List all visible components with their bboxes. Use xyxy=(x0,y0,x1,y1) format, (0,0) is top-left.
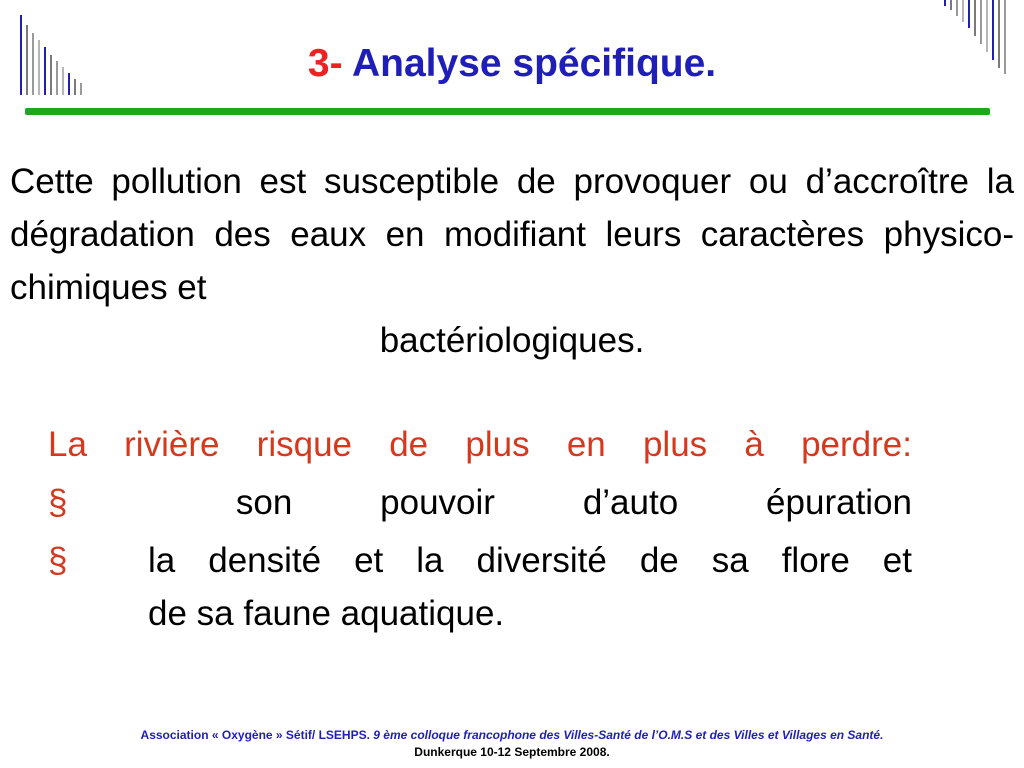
bullet-word: densité xyxy=(208,541,322,580)
bullet-word: la xyxy=(416,541,444,580)
bullet-word: et xyxy=(354,541,384,580)
bullet-word: flore xyxy=(781,541,850,580)
bullet-symbol: § xyxy=(48,541,68,580)
bullet-word: son xyxy=(235,483,293,522)
slide-title xyxy=(0,42,1024,86)
intro-line-last: bactériologiques. xyxy=(379,321,645,360)
intro-line: d’accroître la dégradation des eaux en modifiant xyxy=(10,162,1014,254)
decorative-stripe xyxy=(950,0,952,10)
decorative-stripe xyxy=(944,0,946,6)
bullet-word: et xyxy=(882,541,912,580)
risk-heading-word: de xyxy=(389,425,429,464)
bullet-item xyxy=(48,541,912,581)
risk-heading-word: rivière xyxy=(124,425,220,464)
bullet-symbol: § xyxy=(48,483,68,522)
decorative-stripe xyxy=(968,0,970,28)
decorative-stripe xyxy=(980,0,982,44)
footer xyxy=(0,727,1024,761)
intro-line: Cette pollution est susceptible de provoquer ou xyxy=(10,162,788,201)
decorative-stripe xyxy=(974,0,976,36)
decorative-stripe xyxy=(956,0,958,16)
intro-line: leurs caractères physico-chimiques et xyxy=(10,215,1014,307)
risk-heading-word: en xyxy=(566,425,606,464)
risk-heading-word: à xyxy=(744,425,764,464)
footer-organization: Association « Oxygène » Sétif/ LSEHPS. xyxy=(140,728,370,742)
bullet-word: pouvoir xyxy=(380,483,495,522)
risk-heading-word: La xyxy=(48,425,87,464)
bullet-continuation: de sa faune aquatique. xyxy=(148,594,505,633)
bullet-word: sa xyxy=(711,541,749,580)
decorative-stripe xyxy=(962,0,964,22)
footer-place-date: Dunkerque 10-12 Septembre 2008. xyxy=(414,745,610,759)
risk-heading xyxy=(48,425,912,465)
intro-paragraph xyxy=(10,155,1014,367)
bullet-text xyxy=(148,541,912,581)
risk-heading-word: risque xyxy=(256,425,352,464)
bullet-word: de xyxy=(639,541,679,580)
risk-heading-word: plus xyxy=(642,425,708,464)
title-text: Analyse spécifique. xyxy=(351,42,717,85)
bullet-item xyxy=(48,483,912,523)
title-number: 3- xyxy=(307,42,343,85)
bullet-word: d’auto xyxy=(582,483,679,522)
bullet-word: la xyxy=(148,541,176,580)
footer-event: 9 ème colloque francophone des Villes-Santé de l’O.M.S et des Villes et Villages en Santé. xyxy=(373,728,884,742)
risk-heading-word: perdre: xyxy=(801,425,912,464)
bullet-word: diversité xyxy=(476,541,607,580)
bullet-word: épuration xyxy=(766,483,912,522)
risk-heading-word: plus xyxy=(465,425,530,464)
title-underline xyxy=(25,108,990,115)
